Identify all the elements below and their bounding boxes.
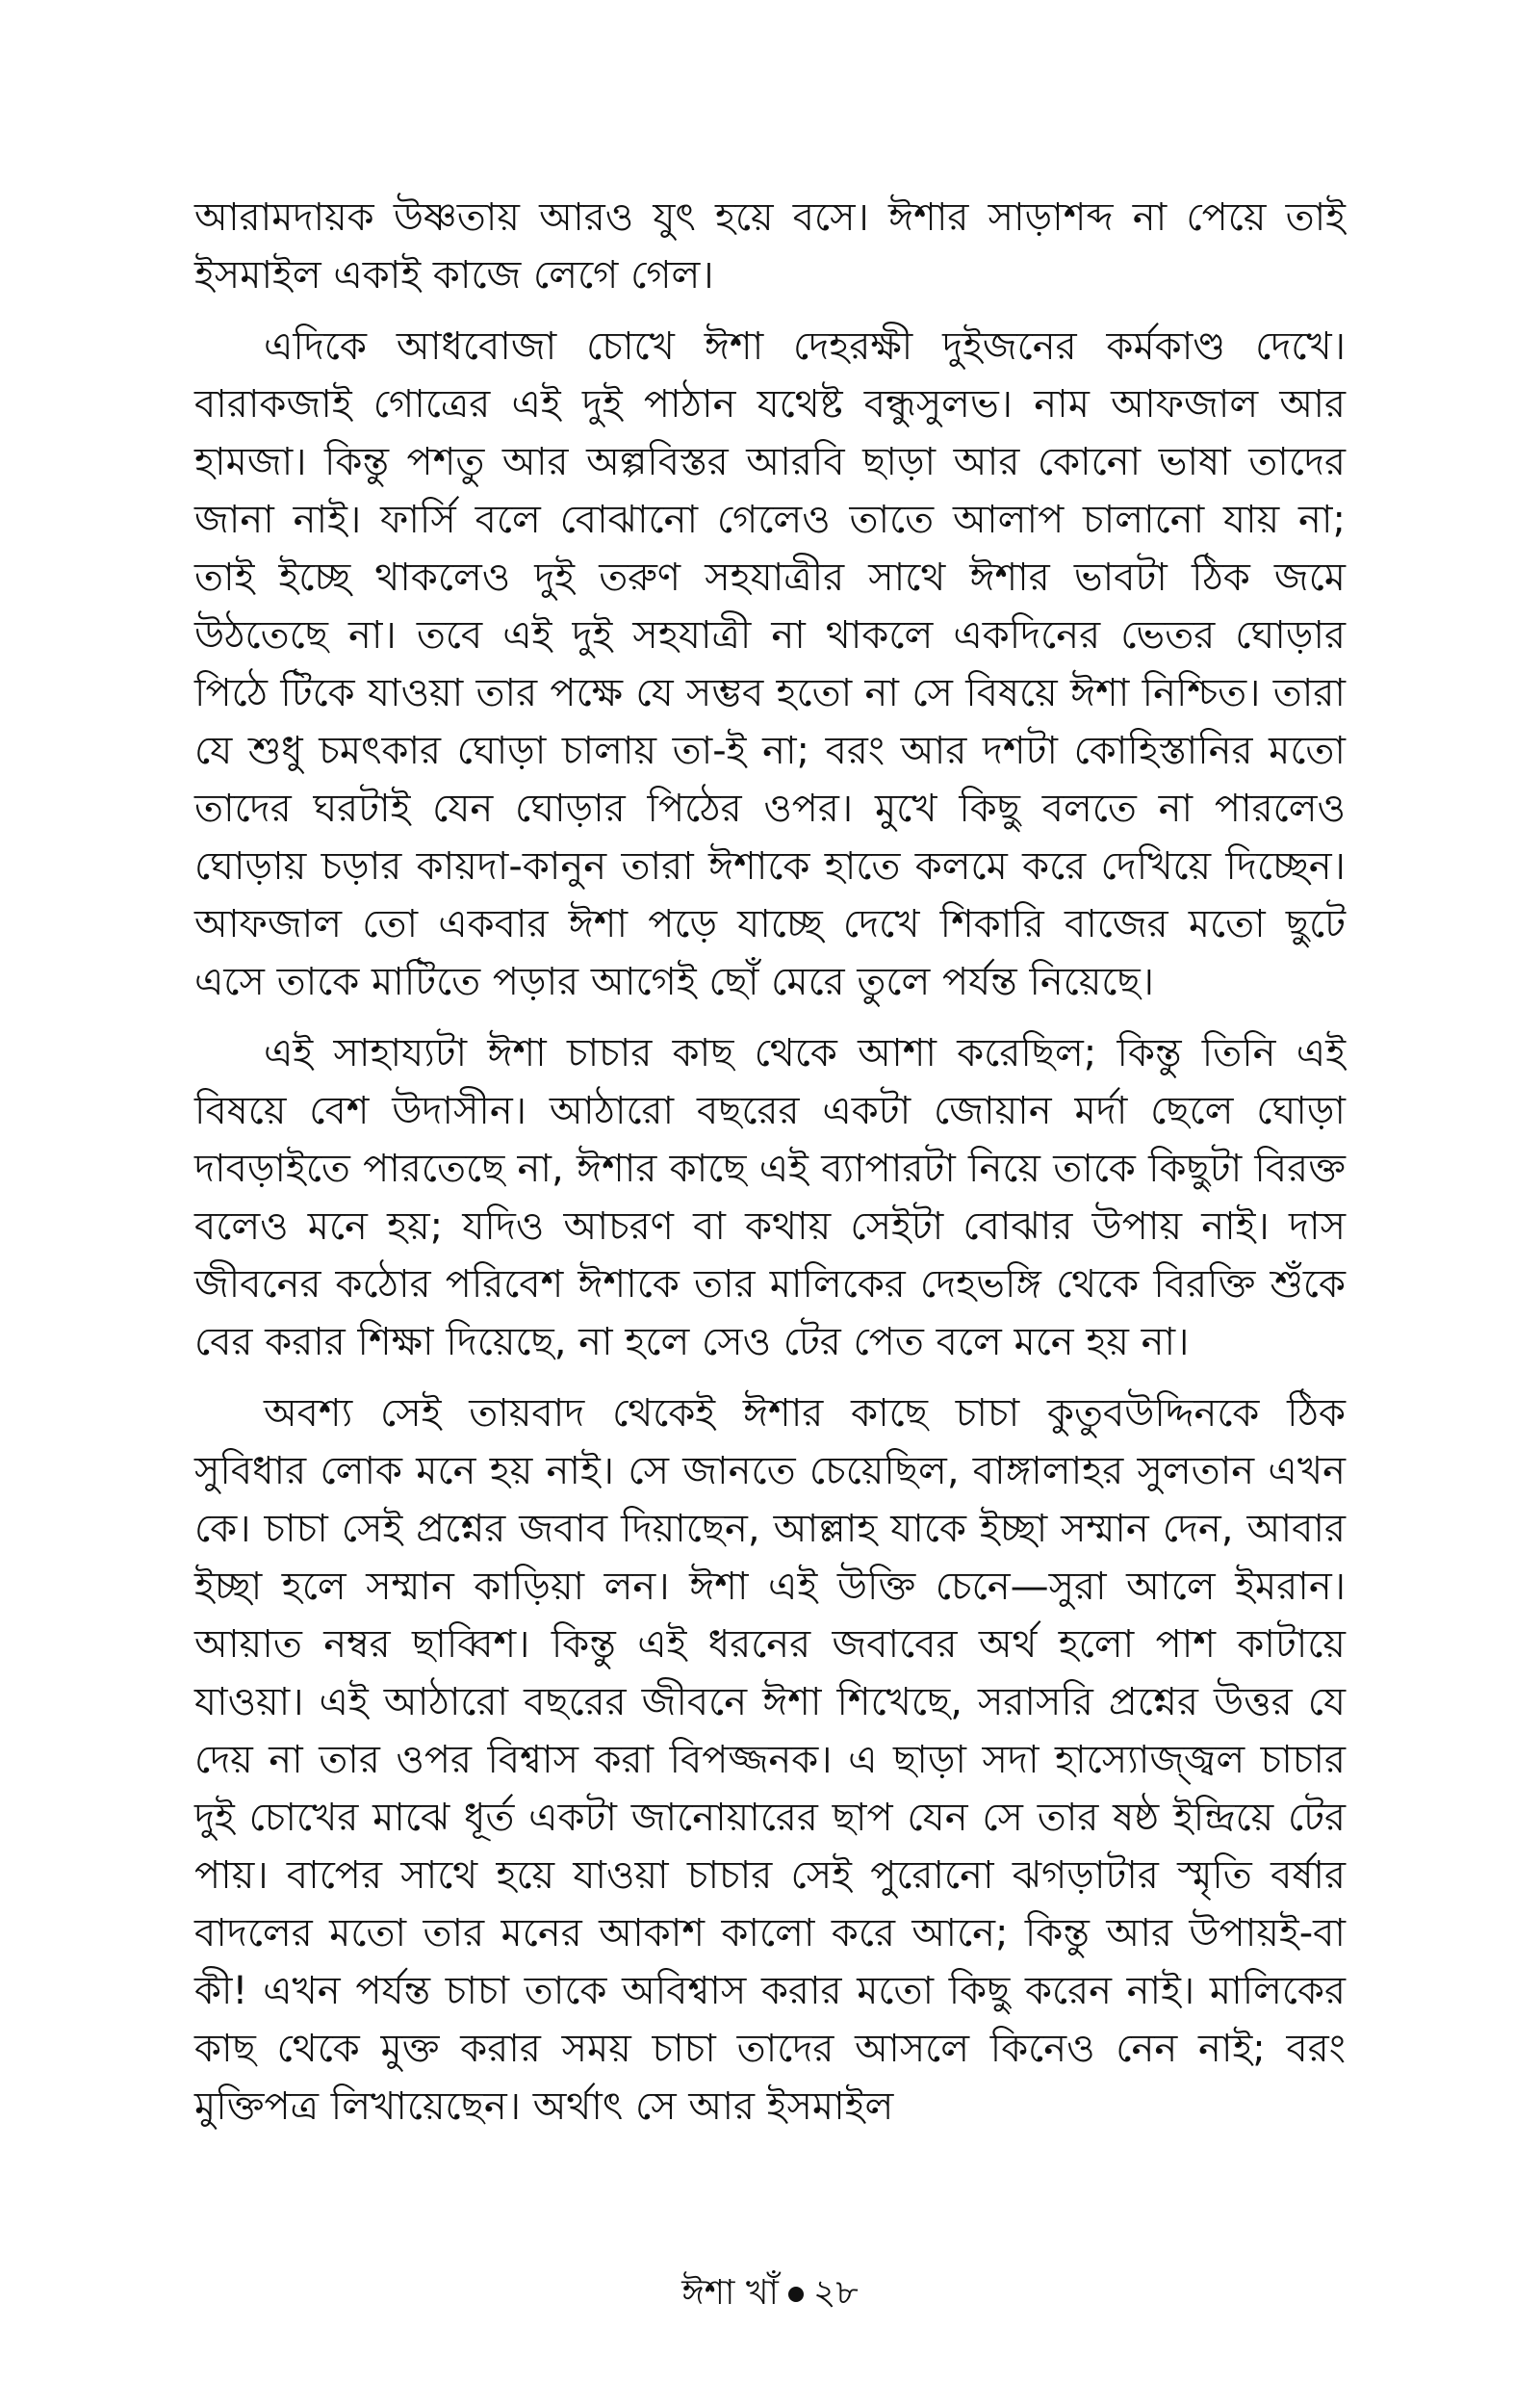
footer-page-number: ২৮ — [812, 2273, 859, 2313]
page-footer — [0, 2270, 1540, 2316]
paragraph-3: এই সাহায্যটা ঈশা চাচার কাছ থেকে আশা করেছিল; কিন্তু তিনি এই বিষয়ে বেশ উদাসীন। আঠারো বছরের একটা জোয়ান মর্দা ছেলে ঘোড়া দাবড়াইতে পারতেছে না, ঈশার কাছে এই ব্যাপারটা নিয়ে তাকে কিছুটা বিরক্ত বলেও মনে হয়; যদিও আচরণ বা কথায় সেইটা বোঝার উপায় নাই। দাস জীবনের কঠোর পরিবেশ ঈশাকে তার মালিকের দেহভঙ্গি থেকে বিরক্তি শুঁকে বের করার শিক্ষা দিয়েছে, না হলে সেও টের পেত বলে মনে হয় না। — [194, 1031, 1346, 1364]
paragraph-2: এদিকে আধবোজা চোখে ঈশা দেহরক্ষী দুইজনের কর্মকাণ্ড দেখে। বারাকজাই গোত্রের এই দুই পাঠান যথেষ্ট বন্ধুসুলভ। নাম আফজাল আর হামজা। কিন্তু পশতু আর অল্পবিস্তর আরবি ছাড়া আর কোনো ভাষা তাদের জানা নাই। ফার্সি বলে বোঝানো গেলেও তাতে আলাপ চালানো যায় না; তাই ইচ্ছে থাকলেও দুই তরুণ সহযাত্রীর সাথে ঈশার ভাবটা ঠিক জমে উঠতেছে না। তবে এই দুই সহযাত্রী না থাকলে একদিনের ভেতর ঘোড়ার পিঠে টিকে যাওয়া তার পক্ষে যে সম্ভব হতো না সে বিষয়ে ঈশা নিশ্চিত। তারা যে শুধু চমৎকার ঘোড়া চালায় তা-ই না; বরং আর দশটা কোহিস্তানির মতো তাদের ঘরটাই যেন ঘোড়ার পিঠের ওপর। মুখে কিছু বলতে না পারলেও ঘোড়ায় চড়ার কায়দা-কানুন তারা ঈশাকে হাতে কলমে করে দেখিয়ে দিচ্ছেন। আফজাল তো একবার ঈশা পড়ে যাচ্ছে দেখে শিকারি বাজের মতো ছুটে এসে তাকে মাটিতে পড়ার আগেই ছোঁ মেরে তুলে পর্যন্ত নিয়েছে। — [194, 324, 1346, 1004]
page-body — [194, 189, 1346, 2149]
bullet-separator-icon — [788, 2287, 804, 2302]
paragraph-1: আরামদায়ক উষ্ণতায় আরও যুৎ হয়ে বসে। ঈশার সাড়াশব্দ না পেয়ে তাই ইসমাইল একাই কাজে লেগে গেল। — [194, 195, 1346, 298]
paragraph-4: অবশ্য সেই তায়বাদ থেকেই ঈশার কাছে চাচা কুতুবউদ্দিনকে ঠিক সুবিধার লোক মনে হয় নাই। সে জানতে চেয়েছিল, বাঙ্গালাহর সুলতান এখন কে। চাচা সেই প্রশ্নের জবাব দিয়াছেন, আল্লাহ যাকে ইচ্ছা সম্মান দেন, আবার ইচ্ছা হলে সম্মান কাড়িয়া লন। ঈশা এই উক্তি চেনে—সুরা আলে ইমরান। আয়াত নম্বর ছাব্বিশ। কিন্তু এই ধরনের জবাবের অর্থ হলো পাশ কাটায়ে যাওয়া। এই আঠারো বছরের জীবনে ঈশা শিখেছে, সরাসরি প্রশ্নের উত্তর যে দেয় না তার ওপর বিশ্বাস করা বিপজ্জনক। এ ছাড়া সদা হাস্যোজ্জ্বল চাচার দুই চোখের মাঝে ধূর্ত একটা জানোয়ারের ছাপ যেন সে তার ষষ্ঠ ইন্দ্রিয়ে টের পায়। বাপের সাথে হয়ে যাওয়া চাচার সেই পুরোনো ঝগড়াটার স্মৃতি বর্ষার বাদলের মতো তার মনের আকাশ কালো করে আনে; কিন্তু আর উপায়ই-বা কী! এখন পর্যন্ত চাচা তাকে অবিশ্বাস করার মতো কিছু করেন নাই। মালিকের কাছ থেকে মুক্ত করার সময় চাচা তাদের আসলে কিনেও নেন নাই; বরং মুক্তিপত্র লিখায়েছেন। অর্থাৎ সে আর ইসমাইল — [194, 1391, 1346, 2129]
footer-book-title: ঈশা খাঁ — [681, 2273, 779, 2313]
